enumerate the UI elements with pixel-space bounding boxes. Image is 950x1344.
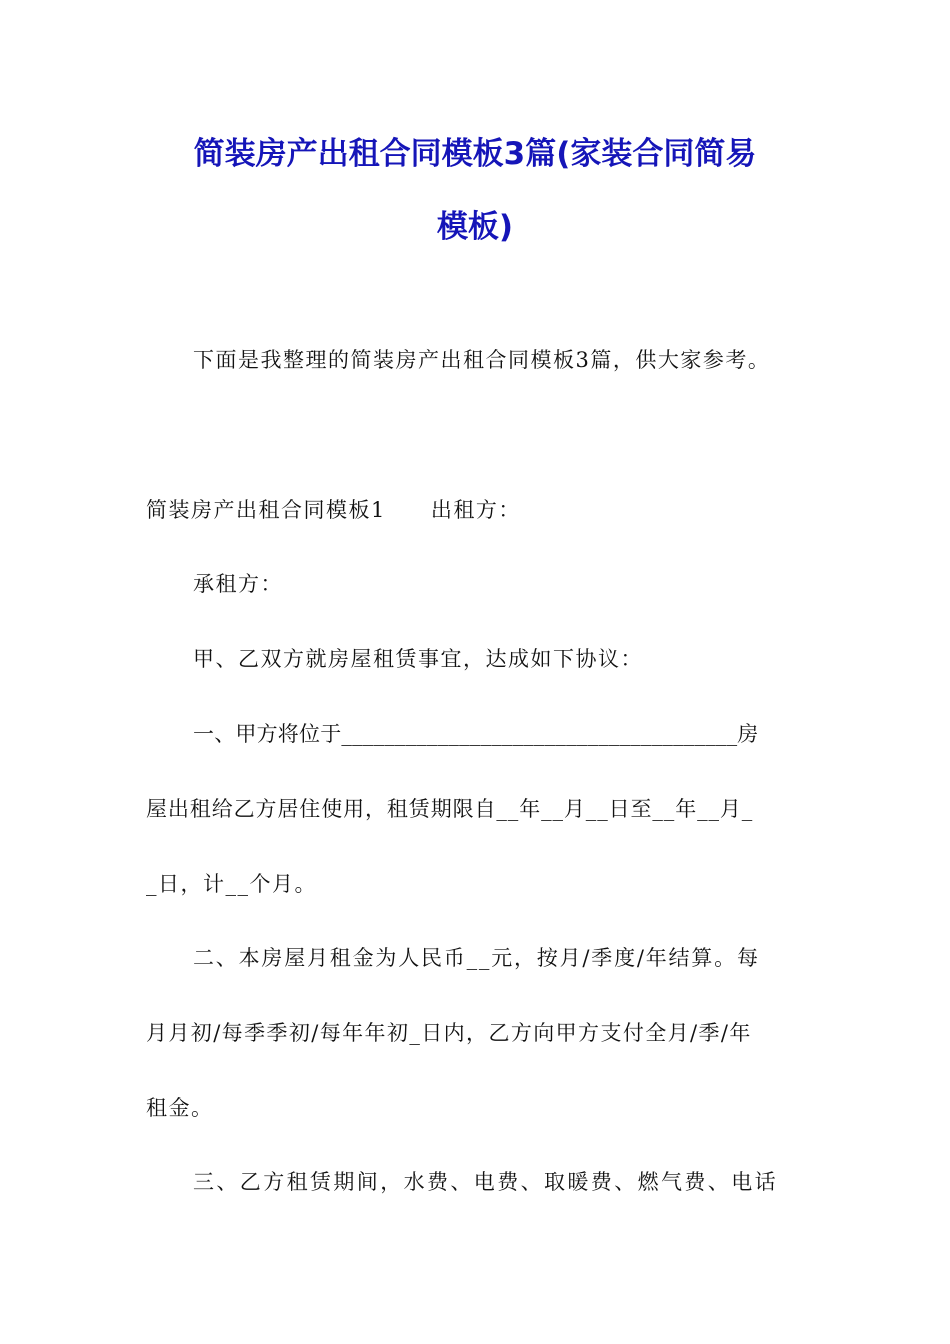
lessee-line: 承租方： (193, 572, 283, 596)
intro-paragraph: 下面是我整理的简装房产出租合同模板3篇，供大家参考。 (193, 348, 771, 372)
clause-2-line-1: 二、本房屋月租金为人民币__元，按月/季度/年结算。每 (193, 946, 760, 970)
clause-1-line-2: 屋出租给乙方居住使用，租赁期限自__年__月__日至__年__月_ (146, 797, 754, 821)
section-heading-lessor: 简装房产出租合同模板1 出租方： (146, 498, 521, 522)
agreement-intro: 甲、乙双方就房屋租赁事宜，达成如下协议： (193, 647, 643, 671)
document-title-line-1: 简装房产出租合同模板3篇(家装合同简易 (193, 136, 757, 172)
clause-2-line-2: 月月初/每季季初/每年年初_日内，乙方向甲方支付全月/季/年 (146, 1021, 752, 1045)
clause-3-line-1: 三、乙方租赁期间，水费、电费、取暖费、燃气费、电话 (193, 1170, 778, 1194)
document-title-line-2: 模板) (436, 209, 514, 245)
clause-2-line-3: 租金。 (146, 1096, 214, 1120)
clause-1-line-3: _日，计__个月。 (146, 872, 317, 896)
clause-1-line-1: 一、甲方将位于_____________________________________房 (193, 722, 759, 746)
